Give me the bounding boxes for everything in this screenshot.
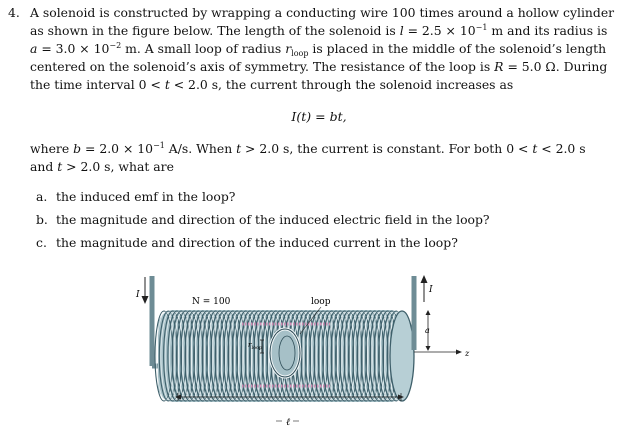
current-label-right: I	[429, 285, 433, 295]
question-part-a: a. the induced emf in the loop?	[36, 189, 236, 204]
n-label: N = 100	[192, 297, 231, 307]
question-part-c: c. the magnitude and direction of the induced current in the loop?	[36, 235, 458, 250]
radius-label: a	[425, 326, 430, 335]
r-loop-label: $r_{loop}$	[248, 341, 263, 351]
where-line-1: where $b = 2.0 \times 10^{-1}$ A/s. When t > 2.0 s, the current is constant. For both 0 < t < 2.0 s	[30, 141, 586, 156]
solenoid-end-cap	[390, 311, 414, 401]
z-axis-label: z	[465, 349, 470, 358]
problem-line-3: $a = 3.0 \times 10^{-2}$ m. A small loop of radius $r_{loop}$ is placed in the middle of the solenoid’s length	[30, 41, 607, 58]
problem-line-4: centered on the solenoid’s axis of symmetry. The resistance of the loop is R = 5.0 Ω. During	[30, 59, 608, 74]
problem-line-5: the time interval 0 < t < 2.0 s, the current through the solenoid increases as	[30, 77, 514, 92]
problem-line-1: A solenoid is constructed by wrapping a conducting wire 100 times around a hollow cylinder	[30, 5, 615, 20]
current-equation: I(t) = bt,	[291, 109, 347, 124]
problem-line-2: as shown in the figure below. The length of the solenoid is $l = 2.5 \times 10^{-1}$ m and its radius is	[30, 23, 608, 38]
problem-number: 4.	[8, 5, 20, 20]
current-label-left: I	[136, 290, 140, 300]
length-label: ℓ	[286, 417, 291, 428]
loop-label: loop	[311, 297, 331, 307]
question-part-b: b. the magnitude and direction of the induced electric field in the loop?	[36, 212, 490, 227]
where-line-2: and t > 2.0 s, what are	[30, 159, 174, 174]
